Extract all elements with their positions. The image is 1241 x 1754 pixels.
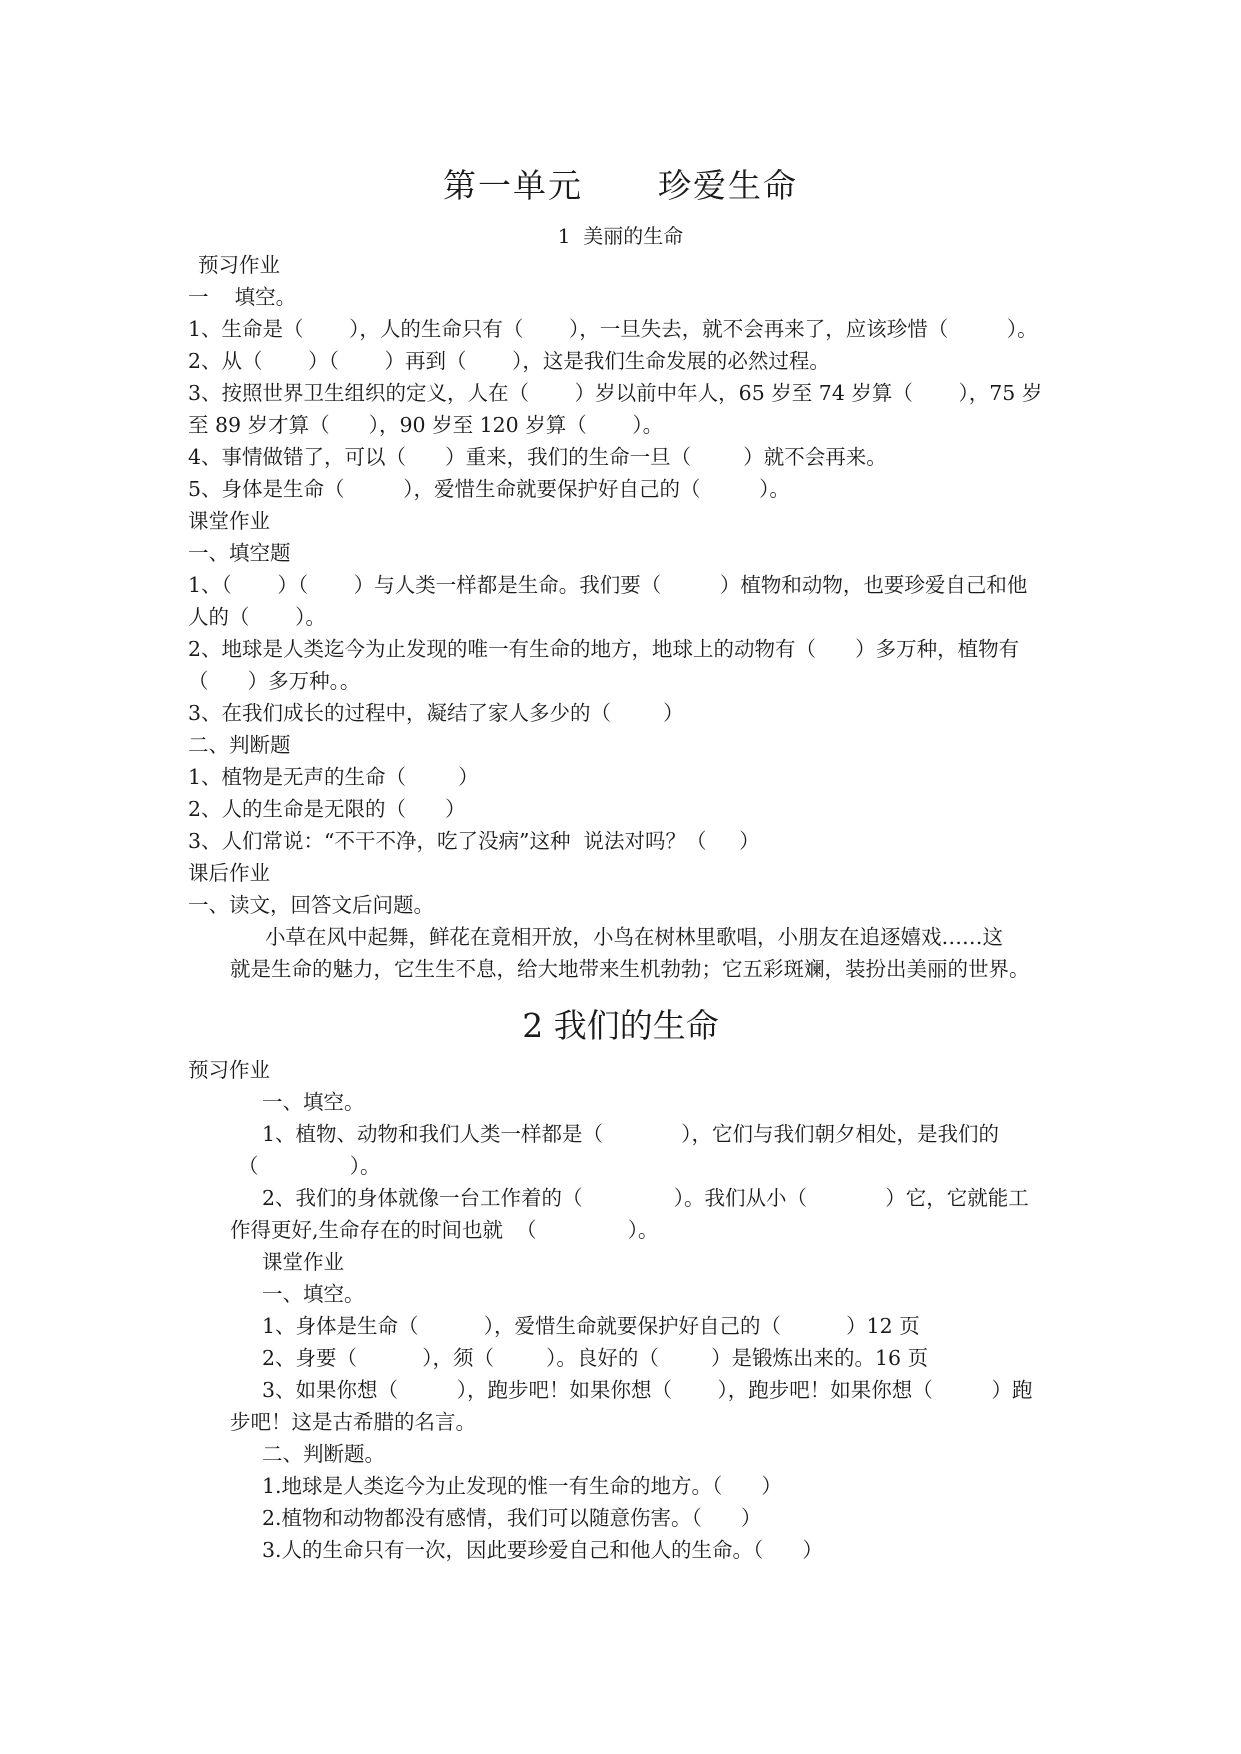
- lesson1-class-fill-heading: 一、填空题: [188, 541, 291, 565]
- lesson2-judge-item: 3.人的生命只有一次，因此要珍爱自己和他人的生命。（ ）: [262, 1538, 823, 1562]
- lesson1-reading-paragraph: 小草在风中起舞，鲜花在竟相开放，小鸟在树林里歌唱，小朋友在追逐嬉戏……这: [265, 925, 1003, 949]
- lesson2-judge-heading: 二、判断题。: [262, 1442, 385, 1466]
- lesson1-class-fill-item: 2、地球是人类迄今为止发现的唯一有生命的地方，地球上的动物有（ ）多万种，植物有: [188, 637, 1020, 661]
- lesson2-class-fill-item: 2、身要（ ），须（ ）。良好的（ ）是锻炼出来的。16 页: [262, 1346, 929, 1370]
- unit-title: 第一单元 珍爱生命: [443, 166, 798, 205]
- lesson1-class-fill-item: 人的（ ）。: [188, 605, 326, 629]
- lesson2-class-fill-heading: 一、填空。: [262, 1282, 365, 1306]
- lesson1-class-heading: 课堂作业: [188, 509, 270, 533]
- lesson2-class-fill-item: 步吧！这是古希腊的名言。: [230, 1410, 476, 1434]
- lesson2-judge-item: 1.地球是人类迄今为止发现的惟一有生命的地方。（ ）: [262, 1474, 782, 1498]
- lesson1-judge-heading: 二、判断题: [188, 733, 291, 757]
- lesson2-fill-item: （ ）。: [238, 1154, 381, 1178]
- lesson2-fill-heading: 一、填空。: [262, 1090, 365, 1114]
- lesson2-fill-item: 2、我们的身体就像一台工作着的（ ）。我们从小（ ）它，它就能工: [262, 1186, 1029, 1210]
- lesson1-fill-item: 至 89 岁才算（ ），90 岁至 120 岁算（ ）。: [188, 413, 664, 437]
- lesson2-judge-item: 2.植物和动物都没有感情，我们可以随意伤害。（ ）: [262, 1506, 762, 1530]
- lesson1-after-heading: 课后作业: [188, 861, 270, 885]
- lesson1-preview-heading: 预习作业: [198, 253, 280, 277]
- lesson1-fill-item: 1、生命是（ ），人的生命只有（ ），一旦失去，就不会再来了，应该珍惜（ ）。: [188, 317, 1038, 341]
- lesson1-fill-item: 4、事情做错了，可以（ ）重来，我们的生命一旦（ ）就不会再来。: [188, 445, 887, 469]
- lesson1-reading-heading: 一、读文，回答文后问题。: [188, 893, 434, 917]
- lesson1-fill-item: 5、身体是生命（ ），爱惜生命就要保护好自己的（ ）。: [188, 477, 790, 501]
- lesson1-judge-item: 2、人的生命是无限的（ ）: [188, 797, 466, 821]
- lesson1-fill-item: 2、从（ ）（ ）再到（ ），这是我们生命发展的必然过程。: [188, 349, 830, 373]
- lesson1-title: 1 美丽的生命: [557, 224, 684, 248]
- lesson1-class-fill-item: 3、在我们成长的过程中，凝结了家人多少的（ ）: [188, 701, 684, 725]
- lesson1-fill-item: 3、按照世界卫生组织的定义，人在（ ）岁以前中年人，65 岁至 74 岁算（ ），75 岁: [188, 381, 1043, 405]
- lesson2-class-fill-item: 3、如果你想（ ），跑步吧！如果你想（ ），跑步吧！如果你想（ ）跑: [262, 1378, 1033, 1402]
- lesson1-reading-paragraph: 就是生命的魅力，它生生不息，给大地带来生机勃勃；它五彩斑斓，装扮出美丽的世界。: [230, 957, 1030, 981]
- lesson2-fill-item: 1、植物、动物和我们人类一样都是（ ），它们与我们朝夕相处，是我们的: [262, 1122, 999, 1146]
- lesson1-fill-heading: 一 填空。: [188, 285, 297, 309]
- lesson1-judge-item: 3、人们常说：“不干不净，吃了没病”这种 说法对吗？（ ）: [188, 829, 760, 853]
- lesson1-judge-item: 1、植物是无声的生命（ ）: [188, 765, 479, 789]
- lesson2-preview-heading: 预习作业: [188, 1058, 270, 1082]
- lesson1-class-fill-item: （ ）多万种。。: [188, 669, 361, 693]
- lesson2-fill-item: 作得更好,生命存在的时间也就 （ ）。: [230, 1218, 659, 1242]
- lesson2-class-fill-item: 1、身体是生命（ ），爱惜生命就要保护好自己的（ ）12 页: [262, 1314, 920, 1338]
- lesson2-class-heading: 课堂作业: [262, 1250, 344, 1274]
- lesson1-class-fill-item: 1、（ ）（ ）与人类一样都是生命。我们要（ ）植物和动物，也要珍爱自己和他: [188, 573, 1028, 597]
- lesson2-title: 2 我们的生命: [522, 1006, 719, 1045]
